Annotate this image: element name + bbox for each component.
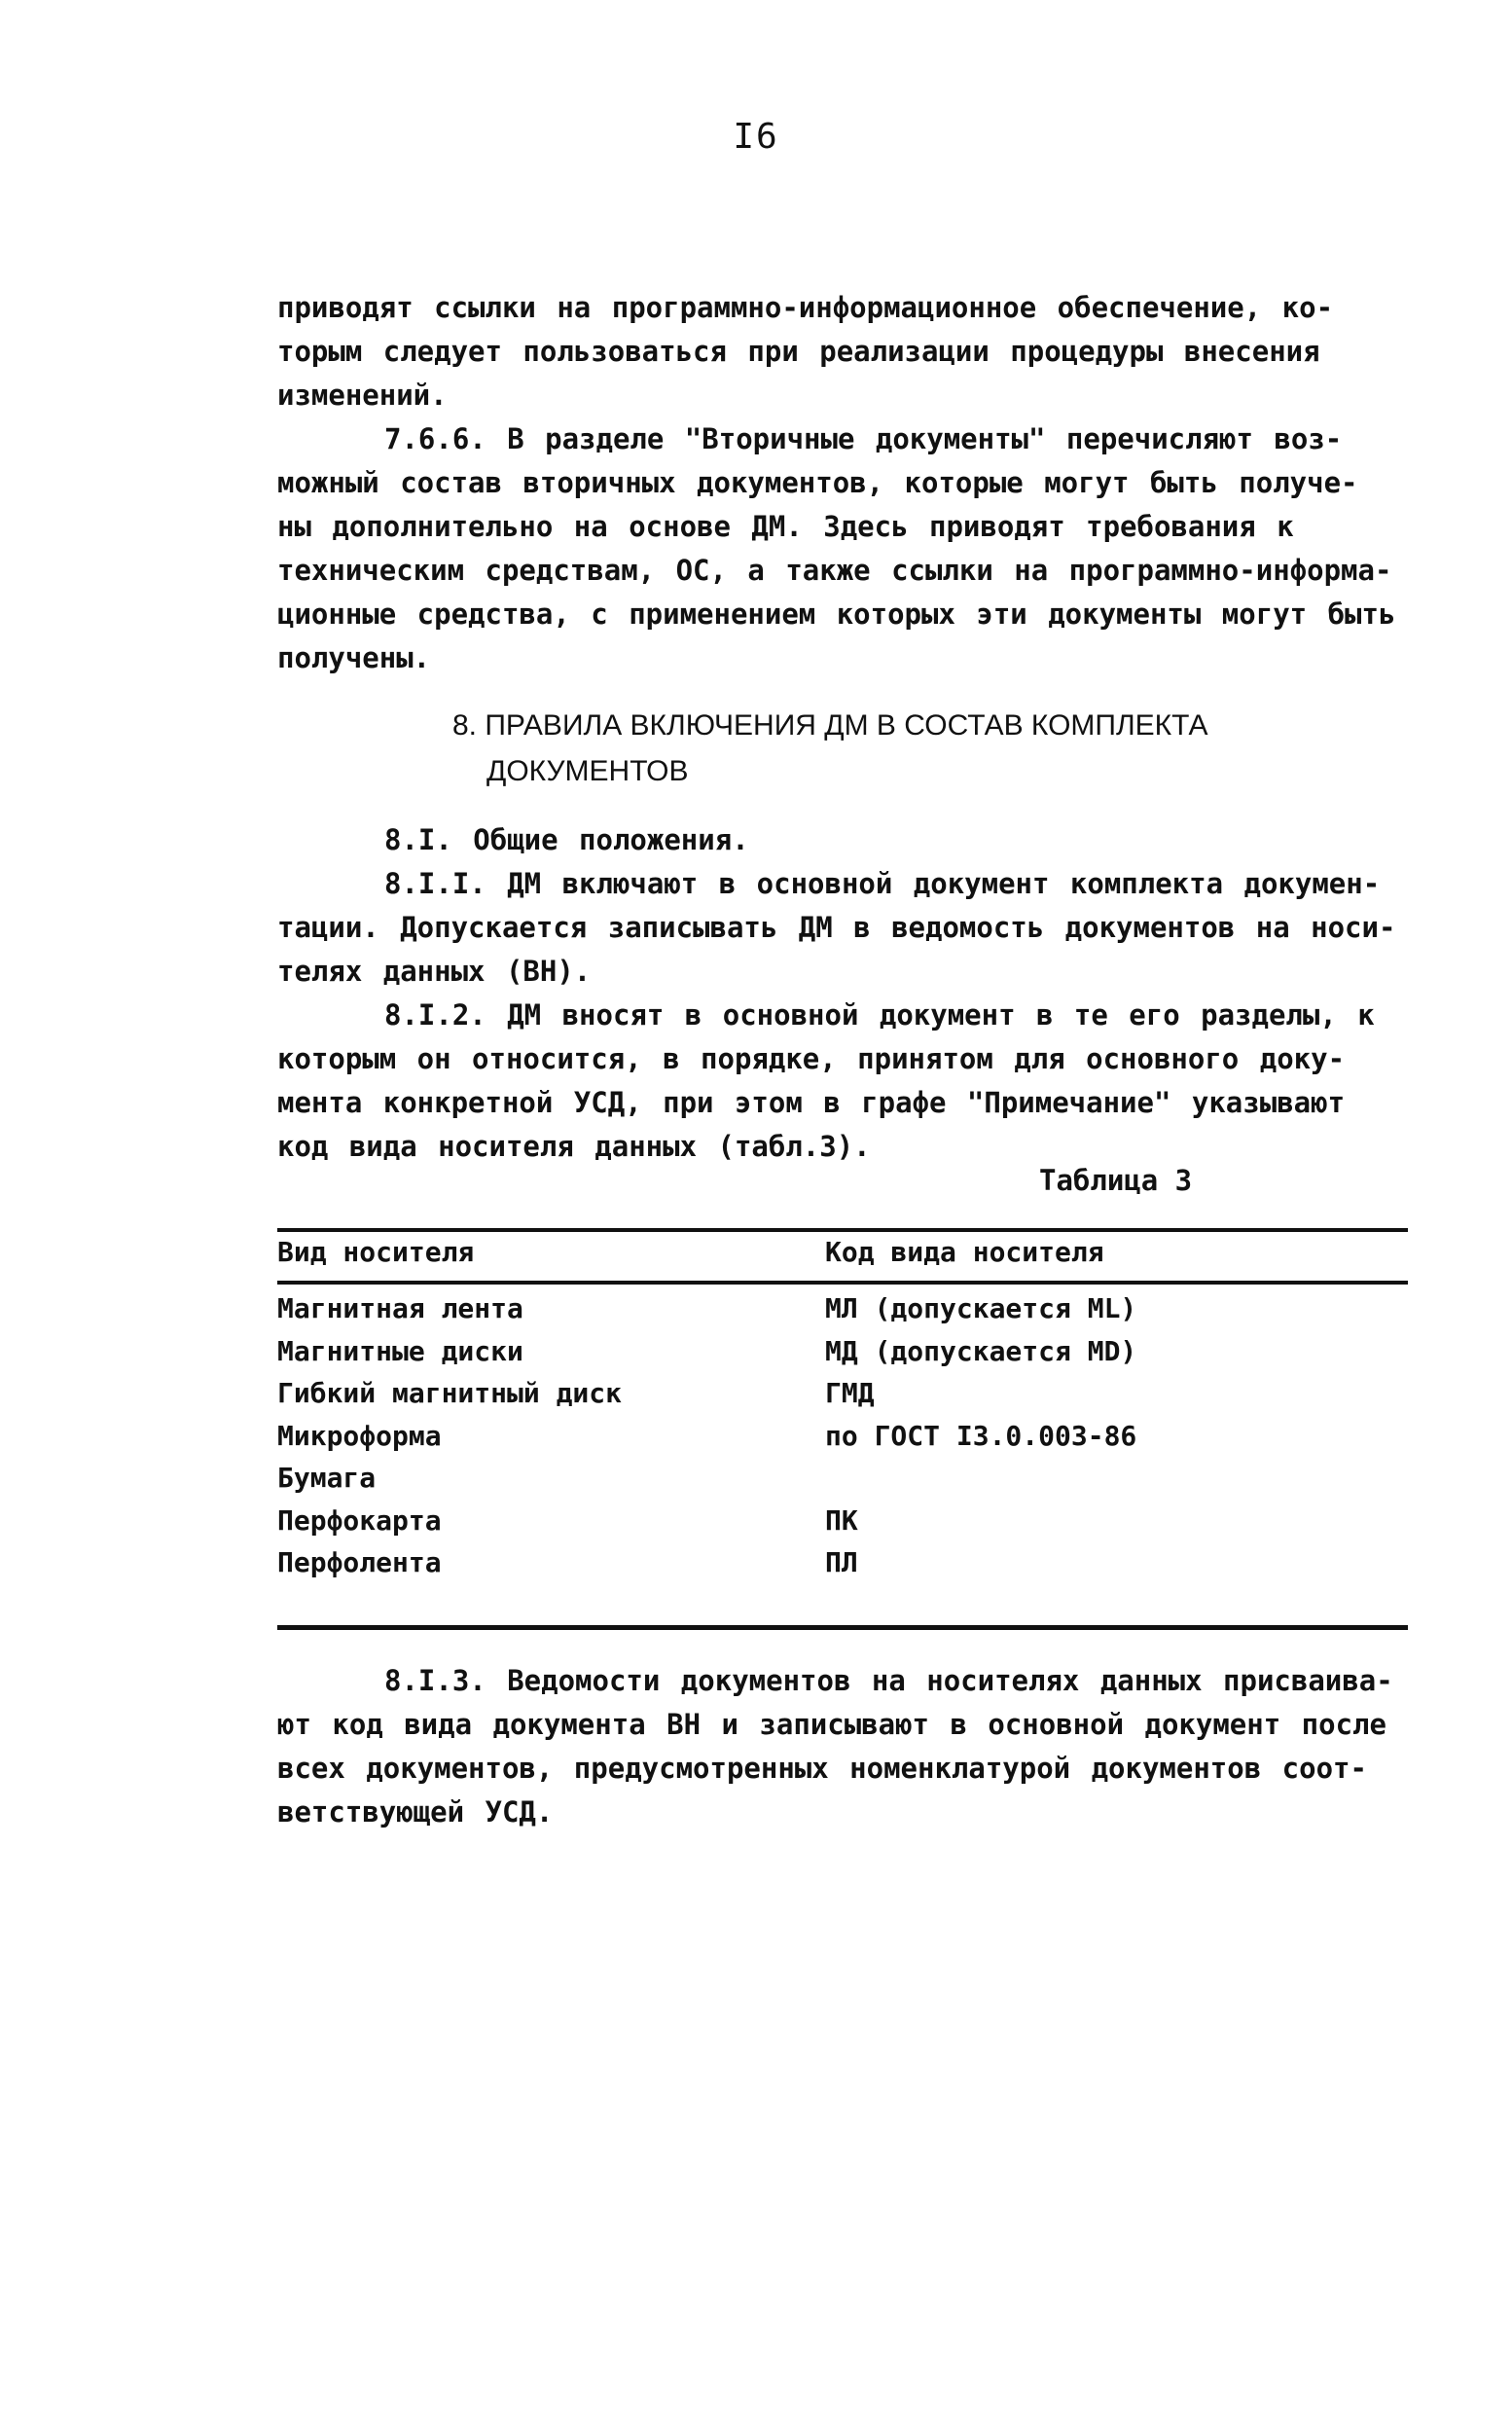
table-row xyxy=(277,1372,1408,1415)
paragraph-8-1-2 xyxy=(277,994,1425,1169)
text-line: ют код вида документа ВН и записывают в основной документ после xyxy=(277,1708,1386,1741)
table-cell-carrier-type: Гибкий магнитный диск xyxy=(277,1377,623,1409)
text-line: тации. Допускается записывать ДМ в ведомость документов на носи- xyxy=(277,911,1396,944)
table-row xyxy=(277,1330,1408,1373)
table-row xyxy=(277,1541,1408,1584)
text-line: мента конкретной УСД, при этом в графе "Примечание" указывают xyxy=(277,1086,1346,1119)
table-cell-carrier-type: Магнитные диски xyxy=(277,1334,523,1367)
section-heading xyxy=(277,703,1425,794)
table-body xyxy=(277,1287,1408,1584)
section-heading-line-2: ДОКУМЕНТОВ xyxy=(486,755,689,787)
table-bottom-rule xyxy=(277,1625,1408,1630)
table-cell-carrier-type: Микроформа xyxy=(277,1419,442,1452)
text-line: которым он относится, в порядке, принятом для основного доку- xyxy=(277,1042,1346,1075)
table-top-rule xyxy=(277,1228,1408,1232)
page-number: I6 xyxy=(733,117,779,157)
table-cell-carrier-code: по ГОСТ I3.0.003-86 xyxy=(825,1419,1137,1452)
text-line: приводят ссылки на программно-информационное обеспечение, ко- xyxy=(277,291,1334,324)
text-line: 8.I.I. ДМ включают в основной документ комплекта докумен- xyxy=(384,867,1381,900)
table-cell-carrier-type: Перфолента xyxy=(277,1546,442,1578)
text-line: ционные средства, с применением которых эти документы могут быть xyxy=(277,597,1396,631)
paragraph-8-1-3 xyxy=(277,1659,1425,1834)
table-row xyxy=(277,1287,1408,1330)
paragraph-continuation xyxy=(277,286,1425,417)
table-row xyxy=(277,1415,1408,1458)
text-line: получены. xyxy=(277,641,431,674)
table-cell-carrier-code: ГМД xyxy=(825,1377,875,1409)
table-header-carrier-type: Вид носителя xyxy=(277,1236,475,1268)
table-header-row xyxy=(277,1236,1408,1279)
text-line: ны дополнительно на основе ДМ. Здесь приводят требования к xyxy=(277,510,1294,543)
text-line: всех документов, предусмотренных номенклатурой документов соот- xyxy=(277,1752,1367,1785)
text-line: техническим средствам, ОС, а также ссылки на программно-информа- xyxy=(277,554,1392,587)
text-line: торым следует пользоваться при реализации процедуры внесения xyxy=(277,335,1320,368)
table-header-carrier-code: Код вида носителя xyxy=(825,1236,1104,1268)
table-cell-carrier-type: Перфокарта xyxy=(277,1503,442,1537)
subsection-title-text: 8.I. Общие положения. xyxy=(384,823,749,856)
paragraph-7-6-6 xyxy=(277,417,1425,680)
text-line: 8.I.3. Ведомости документов на носителях данных присваива- xyxy=(384,1664,1393,1697)
text-line: 7.6.6. В разделе "Вторичные документы" перечисляют воз- xyxy=(384,422,1343,455)
subsection-title xyxy=(277,818,1425,862)
text-line: код вида носителя данных (табл.3). xyxy=(277,1130,871,1163)
text-line: ветствующей УСД. xyxy=(277,1795,554,1829)
table-row xyxy=(277,1457,1408,1500)
table-caption: Таблица 3 xyxy=(1039,1164,1193,1197)
text-line: 8.I.2. ДМ вносят в основной документ в те его разделы, к xyxy=(384,998,1375,1032)
text-line: телях данных (ВН). xyxy=(277,955,592,988)
section-heading-line-1: 8. ПРАВИЛА ВКЛЮЧЕНИЯ ДМ В СОСТАВ КОМПЛЕКТА xyxy=(452,709,1208,742)
text-line: изменений. xyxy=(277,379,448,412)
table-cell-carrier-type: Магнитная лента xyxy=(277,1292,523,1324)
table-cell-carrier-code: ПК xyxy=(825,1503,858,1537)
table-cell-carrier-code: МД (допускается MD) xyxy=(825,1334,1137,1367)
table-cell-carrier-type: Бумага xyxy=(277,1462,377,1494)
table-cell-carrier-code: МЛ (допускается ML) xyxy=(825,1292,1137,1324)
text-line: можный состав вторичных документов, которые могут быть получе- xyxy=(277,466,1358,499)
table-header-rule xyxy=(277,1281,1408,1285)
table-row xyxy=(277,1500,1408,1542)
table-cell-carrier-code: ПЛ xyxy=(825,1546,858,1578)
paragraph-8-1-1 xyxy=(277,862,1425,994)
